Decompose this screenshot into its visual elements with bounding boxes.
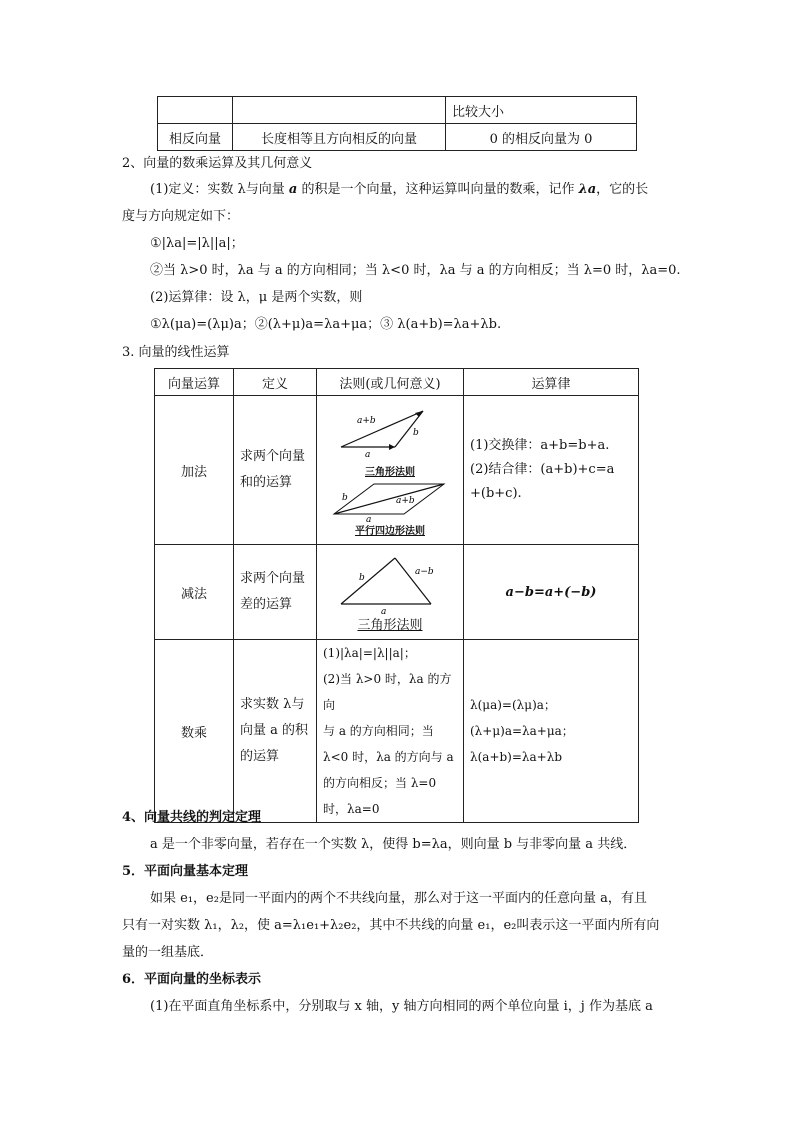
triangle-rule-figure: [335, 403, 445, 463]
text: 求两个向量: [240, 571, 306, 586]
op-figure: [317, 396, 464, 545]
definition-line-2: 度与方向规定如下：: [122, 209, 240, 224]
table-header-row: [155, 369, 639, 396]
figure-label: b: [342, 493, 348, 503]
rule-1: ①|λa|=|λ||a|；: [150, 236, 244, 251]
text: 求实数 λ与: [240, 697, 305, 712]
op-figure: [317, 545, 464, 640]
text: (λ+μ)a=λa+μa；: [470, 724, 574, 738]
text: (1)|λa|=|λ||a|；: [323, 646, 416, 660]
figure-label: a: [366, 515, 372, 522]
op-name: 减法: [155, 545, 234, 640]
paragraph-line: (1)在平面直角坐标系中，分别取与 x 轴，y 轴方向相同的两个单位向量 i，j 作为基底 a: [150, 999, 653, 1014]
column-header: 定义: [234, 369, 317, 396]
text: (1)定义：实数 λ与向量: [150, 182, 289, 197]
figure-label: a+b: [396, 496, 415, 506]
rule-2: ②当 λ>0 时，λa 与 a 的方向相同；当 λ<0 时，λa 与 a 的方向相反；当 λ=0 时，λa=0.: [150, 263, 681, 278]
section-heading: 5．平面向量基本定理: [122, 864, 249, 879]
column-header: 运算律: [464, 369, 639, 396]
table-row: [158, 97, 637, 124]
table-row: [155, 545, 639, 640]
op-definition: [234, 545, 317, 640]
column-header: 法则(或几何意义): [317, 369, 464, 396]
text: 的方向相反；当 λ=0: [323, 776, 437, 790]
figure-label: a: [381, 606, 387, 614]
linear-operations-table: [154, 368, 639, 823]
diagonal-line: [334, 484, 444, 514]
table-cell: 比较大小: [446, 97, 637, 124]
figure-label: a: [365, 450, 371, 460]
paragraph-line: 量的一组基底．: [122, 945, 214, 960]
text: 时，λa=0: [323, 802, 380, 816]
laws: ①λ(μa)=(λμ)a；②(λ+μ)a=λa+μa；③ λ(a+b)=λa+λb.: [150, 317, 502, 332]
figure-label: b: [359, 572, 365, 583]
section-heading: 2、向量的数乘运算及其几何意义: [122, 156, 313, 171]
text: 的积是一个向量，这种运算叫向量的数乘，记作: [297, 182, 579, 197]
op-name: 数乘: [155, 640, 234, 823]
section-heading: 6．平面向量的坐标表示: [122, 972, 262, 987]
opposite-vector-table: [157, 96, 637, 151]
figure-label: b: [413, 428, 419, 438]
figure-caption: 三角形法则: [357, 617, 423, 633]
text: 差的运算: [240, 597, 293, 612]
table-cell: [158, 97, 233, 124]
table-cell: 相反向量: [158, 124, 233, 151]
text: 和的运算: [240, 475, 293, 490]
text: 与 a 的方向相同；当: [323, 724, 434, 738]
text: λ(μa)=(λμ)a；: [470, 698, 556, 712]
text: 求两个向量: [240, 449, 306, 464]
section-heading: 4、向量共线的判定定理: [122, 810, 262, 825]
text: +(b+c).: [470, 486, 522, 501]
op-laws: [464, 396, 639, 545]
table-cell: 0 的相反向量为 0: [446, 124, 637, 151]
subtraction-figure: [335, 552, 445, 614]
op-laws: a−b=a+(−b): [464, 545, 639, 640]
text: a: [288, 182, 298, 197]
law-title: (2)运算律：设 λ，μ 是两个实数，则: [150, 290, 363, 305]
table-row: [158, 124, 637, 151]
arrowhead: [415, 411, 423, 417]
text: (2)当 λ>0 时，λa 的方向: [323, 672, 452, 712]
op-laws: [464, 640, 639, 823]
definition-line: [150, 180, 648, 200]
table-cell: 长度相等且方向相反的向量: [233, 124, 446, 151]
op-definition: [234, 640, 317, 823]
parallelogram-rule-figure: [330, 478, 450, 522]
op-name: 加法: [155, 396, 234, 545]
vector-b-line: [341, 558, 395, 604]
text: 向量 a 的积: [240, 723, 309, 738]
text: 的运算: [240, 749, 280, 764]
op-definition: [234, 396, 317, 545]
figure-label: a−b: [415, 566, 434, 577]
table-row: [155, 396, 639, 545]
column-header: 向量运算: [155, 369, 234, 396]
text: λ<0 时，λa 的方向与 a: [323, 750, 454, 764]
text: λa: [578, 182, 597, 197]
figure-label: a+b: [357, 416, 376, 426]
text: ，它的长: [596, 182, 649, 197]
section-heading: 3. 向量的线性运算: [122, 345, 230, 360]
op-rules: [317, 640, 464, 823]
vector-diff-line: [395, 558, 431, 604]
vector-sum-line: [341, 411, 423, 447]
arrowhead: [389, 444, 395, 450]
table-cell: [233, 97, 446, 124]
paragraph-line: 只有一对实数 λ₁，λ₂，使 a=λ₁e₁+λ₂e₂，其中不共线的向量 e₁，e₂叫表示这一平面内所有向: [122, 918, 660, 933]
text: λ(a+b)=λa+λb: [470, 750, 563, 764]
figure-caption: 三角形法则: [365, 467, 415, 478]
text: (2)结合律：(a+b)+c=a: [470, 462, 615, 477]
paragraph-line: 如果 e₁，e₂是同一平面内的两个不共线向量，那么对于这一平面内的任意向量 a，有且: [150, 891, 647, 906]
text: (1)交换律：a+b=b+a.: [470, 438, 610, 453]
figure-caption: 平行四边形法则: [355, 526, 425, 537]
paragraph: a 是一个非零向量，若存在一个实数 λ，使得 b=λa，则向量 b 与非零向量 a 共线．: [150, 837, 637, 852]
table-row: [155, 640, 639, 823]
